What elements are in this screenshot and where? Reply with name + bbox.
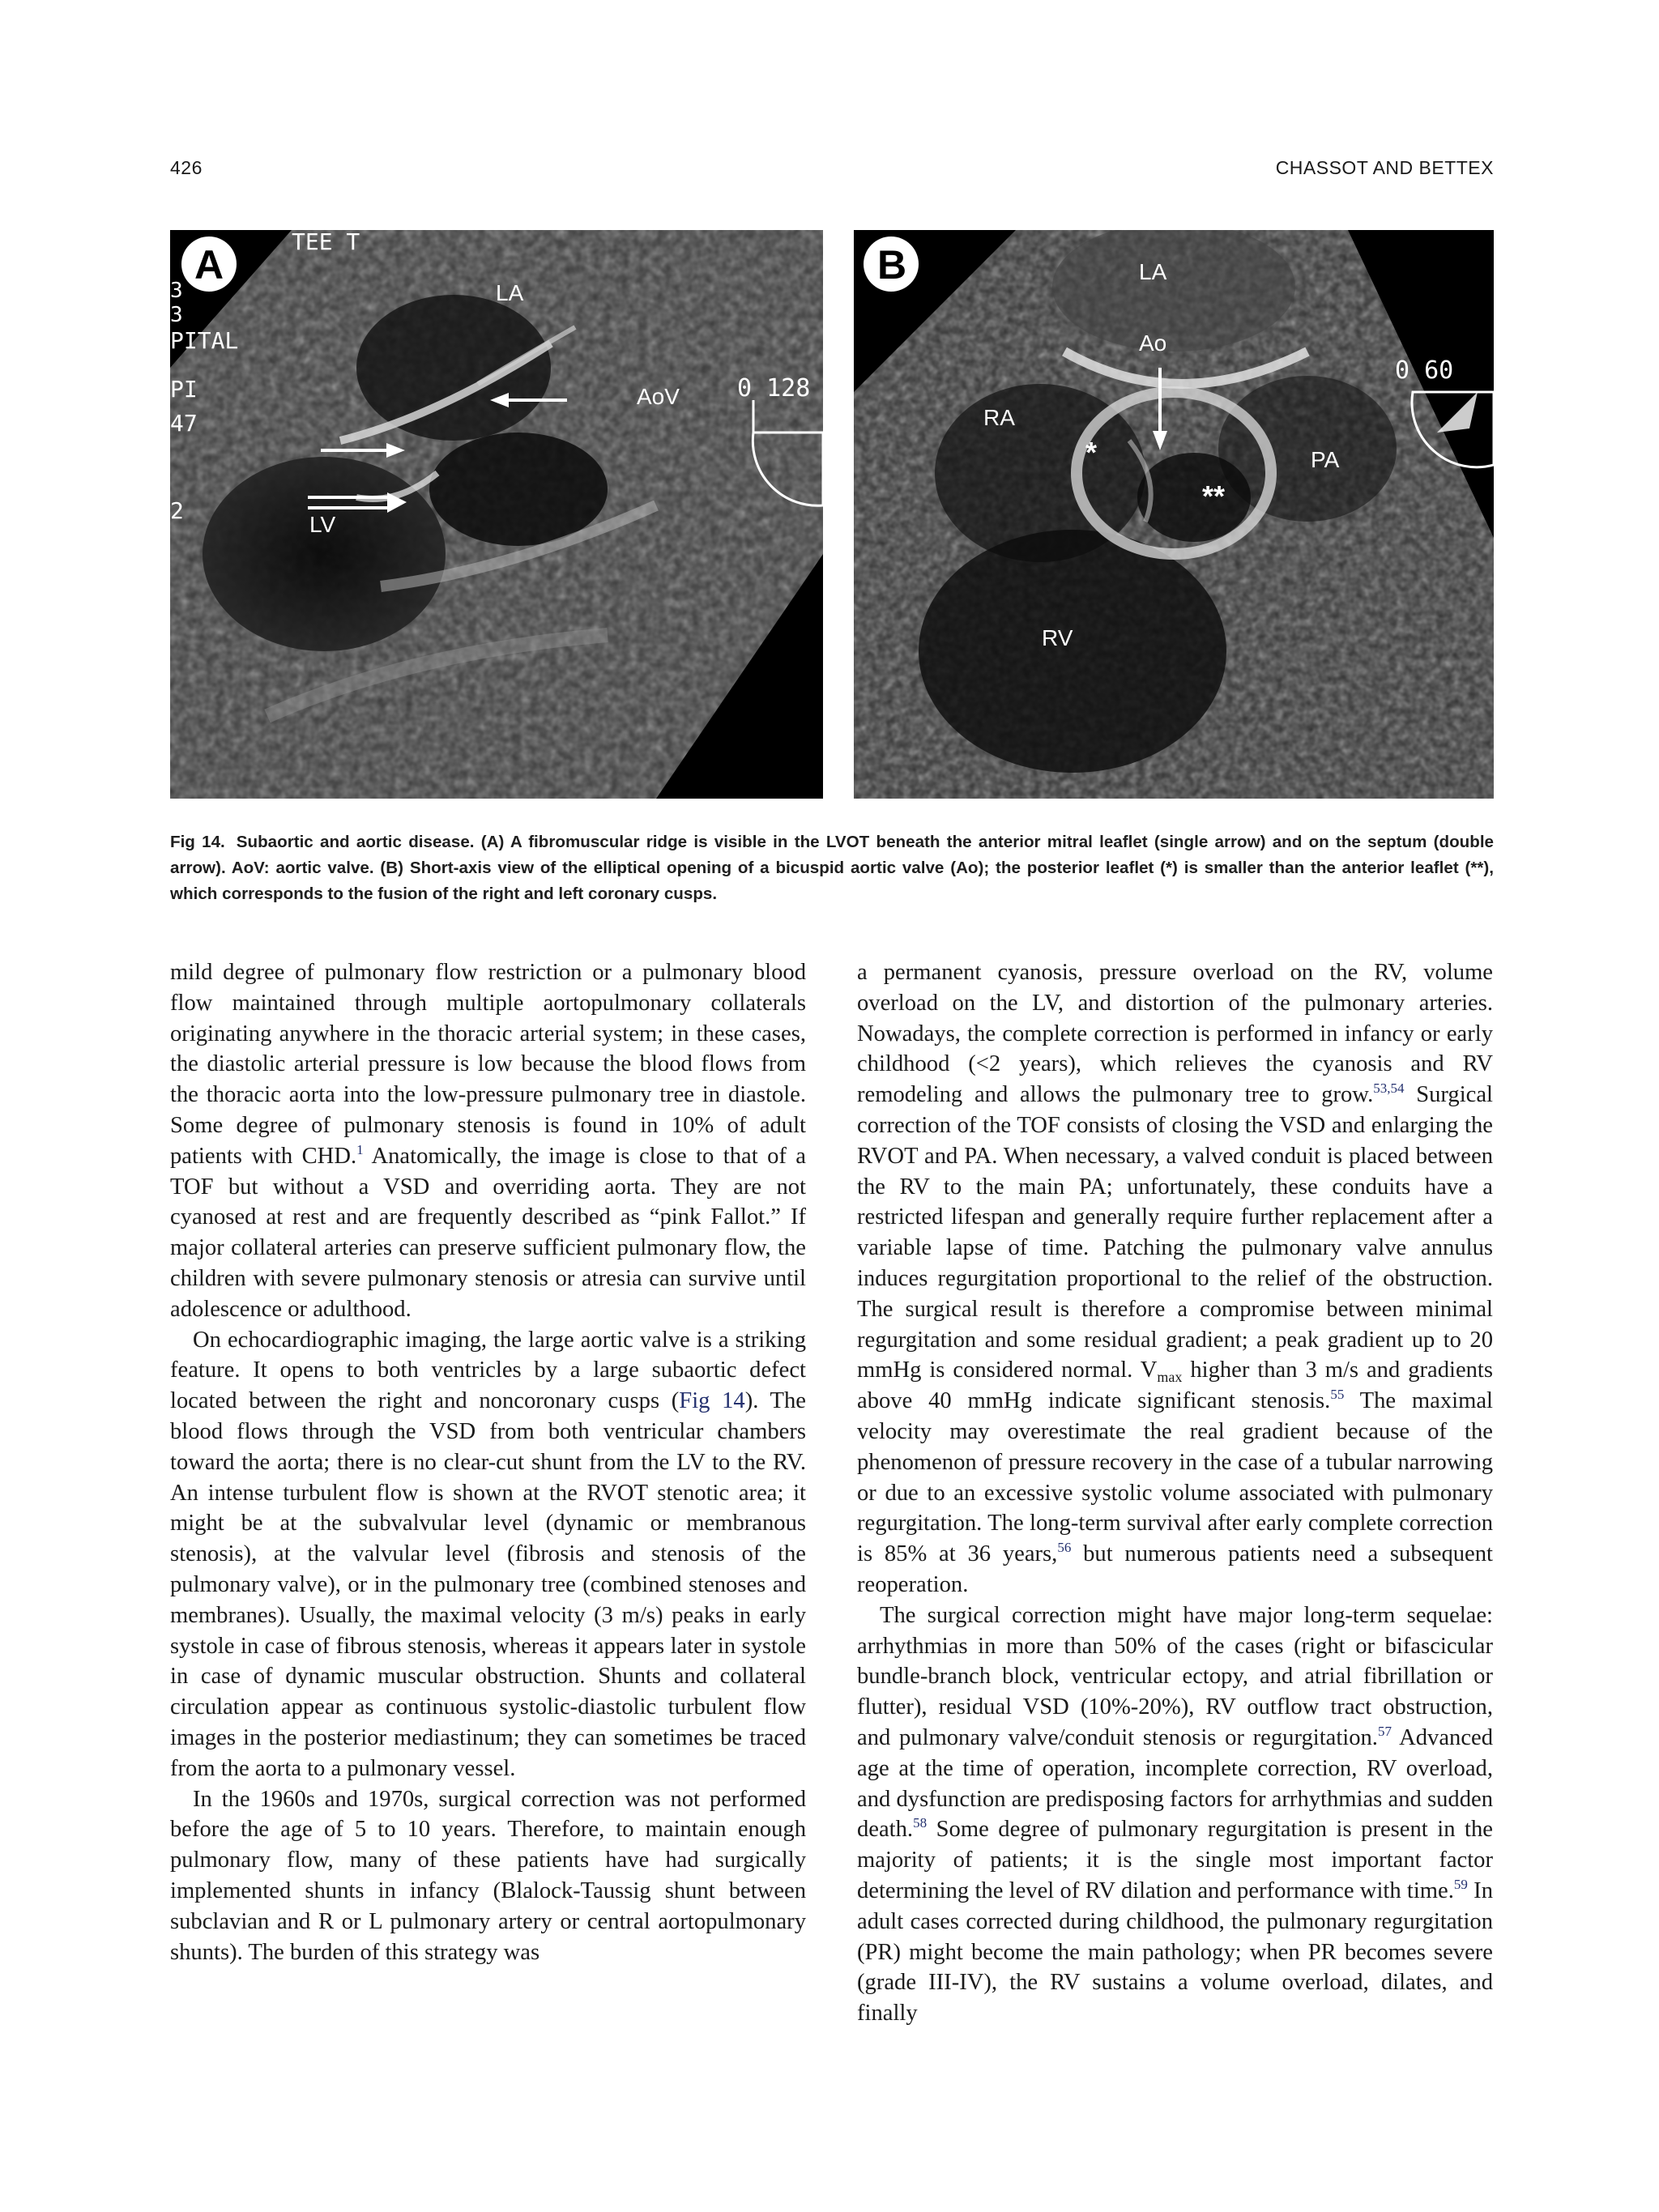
figure-panel-b (854, 230, 1494, 799)
body-column-right (857, 957, 1493, 2029)
subscript: max (1157, 1369, 1183, 1386)
paragraph: a permanent cyanosis, pressure overload on the RV, volume overload on the LV, and distortion of the pulmonary arteries. Nowadays, the complete correction is performed in infancy or early childhood (<2 years), which relieves the cyanosis and RV remodeling and allows the pulmonary tree to grow.$^{53,54}$ Surgical correction of the TOF consists of closing the VSD and enlarging the RVOT and PA. When necessary, a valved conduit is placed between the RV to the main PA; unfortunately, these conduits have a restricted lifespan and generally require further replacement after a variable lapse of time. Patching the pulmonary valve annulus induces regurgitation proportional to the relief of the obstruction. The surgical result is therefore a compromise between minimal regurgitation and some residual gradient; a peak gradient up to 20 mmHg is considered normal. $V_{max}$ higher than 3 m/s and gradients above 40 mmHg indicate significant stenosis.$^{55}$ The maximal velocity may overestimate the real gradient because of the phenomenon of pressure recovery in the case of a tubular narrowing or due to an excessive systolic volume associated with pulmonary regurgitation. The long-term survival after early complete correction is 85% at 36 years,$^{56}$ but numerous patients need a subsequent reoperation. (857, 960, 1494, 1597)
panel-a-overlay-5: PI (170, 376, 198, 403)
caption-text: Subaortic and aortic disease. (A) A fibromuscular ridge is visible in the LVOT beneath the anterior mitral leaflet (single arrow) and on the septum (double arrow). AoV: aortic valve. (B) Short-axis view of the elliptical opening of a bicuspid aortic valve (Ao); the posterior leaflet (*) is smaller than the anterior leaflet (**), which corresponds to the fusion of the right and left coronary cusps. (170, 833, 1494, 903)
reference-link[interactable]: 55 (1330, 1387, 1345, 1403)
reference-link[interactable]: 1 (356, 1141, 364, 1157)
label-pa: PA (1311, 447, 1340, 472)
label-rv: RV (1042, 625, 1073, 650)
echo-image-a (170, 230, 823, 799)
panel-a-overlay-4: PITAL (170, 327, 239, 354)
label-lv: LV (309, 512, 336, 537)
paragraph: The surgical correction might have major long-term sequelae: arrhythmias in more than 50% of the cases (right or bifascicular bundle-branch block, ventricular ectopy, and atrial fibrillation or flutter), residual VSD (10%-20%), RV outflow tract obstruction, and pulmonary valve/conduit stenosis or regurgitation.$^{57}$ Advanced age at the time of operation, incomplete correction, RV overload, and dysfunction are predisposing factors for arrhythmias and sudden death.$^{58}$ Some degree of pulmonary regurgitation is present in the majority of patients; it is the single most important factor determining the level of RV dilation and performance with time.$^{59}$ In adult cases corrected during childhood, the pulmonary regurgitation (PR) might become the main pathology; when PR becomes severe (grade III-IV), the RV sustains a volume overload, dilates, and finally (857, 1602, 1493, 2027)
label-la-a: LA (496, 280, 524, 305)
panel-letter-a-circle (181, 237, 237, 292)
reference-link[interactable]: 53,54 (1373, 1080, 1405, 1097)
panel-a-angle: 0 128 (737, 374, 811, 403)
panel-a-overlay-7: 2 (170, 497, 184, 524)
panel-a-overlay-1: TEE T (292, 228, 360, 255)
running-header (170, 157, 1494, 181)
running-head: CHASSOT AND BETTEX (1275, 157, 1494, 178)
label-aov: AoV (637, 384, 680, 409)
panel-b-letter: B (877, 242, 907, 288)
panel-letter-b-circle (864, 237, 919, 292)
reference-link[interactable]: 57 (1377, 1723, 1392, 1739)
paragraph: On echocardiographic imaging, the large aortic valve is a striking feature. It opens to both ventricles by a large subaortic defect located between the right and noncoronary cusps (Fig 14). The blood flows through the VSD from both ventricular chambers toward the aorta; there is no clear-cut shunt from the LV to the RV. An intense turbulent flow is shown at the RVOT stenotic area; it might be at the subvalvular level (dynamic or membranous stenosis), at the valvular level (fibrosis and stenosis of the pulmonary valve), or in the pulmonary tree (combined stenoses and membranes). Usually, the maximal velocity (3 m/s) peaks in early systole in case of fibrous stenosis, whereas it appears later in systole in case of dynamic muscular obstruction. Shunts and collateral circulation appear as continuous systolic-diastolic turbulent flow images in the posterior mediastinum; they can sometimes be traced from the aorta to a pulmonary vessel. (170, 1327, 806, 1781)
label-la-b: LA (1139, 259, 1167, 284)
echo-image-b (854, 230, 1494, 799)
body-column-left (170, 957, 806, 1967)
panel-a-overlay-6: 47 (170, 410, 198, 437)
label-star-posterior: * (1085, 436, 1098, 469)
label-ra: RA (983, 405, 1015, 430)
paragraph: mild degree of pulmonary flow restriction or a pulmonary blood flow maintained through multiple aortopulmonary collaterals originating anywhere in the thoracic arterial system; in these cases, the diastolic arterial pressure is low because the blood flows from the thoracic aorta into the low-pressure pulmonary tree in diastole. Some degree of pulmonary stenosis is found in 10% of adult patients with CHD.$^1$ Anatomically, the image is close to that of a TOF but without a VSD and overriding aorta. They are not cyanosed at rest and are frequently described as “pink Fallot.” If major collateral arteries can preserve sufficient pulmonary flow, the children with severe pulmonary stenosis or atresia can survive until adolescence or adulthood. (170, 960, 806, 1322)
panel-a-overlay-2: 3 (170, 279, 183, 303)
reference-link[interactable]: 56 (1057, 1540, 1072, 1556)
caption-label: Fig 14. (170, 833, 225, 851)
figure-caption (170, 829, 1494, 907)
panel-b-angle: 0 60 (1395, 356, 1454, 385)
figure-link[interactable]: Fig 14 (679, 1388, 745, 1414)
label-star-anterior: ** (1202, 479, 1226, 513)
paragraph: In the 1960s and 1970s, surgical correction was not performed before the age of 5 to 10 years. Therefore, to maintain enough pulmonary flow, many of these patients have had surgically implemented shunts in infancy (Blalock-Taussig shunt between subclavian and R or L pulmonary artery or central aortopulmonary shunts). The burden of this strategy was (170, 1786, 806, 1965)
page-number: 426 (170, 157, 203, 178)
reference-link[interactable]: 58 (913, 1815, 928, 1831)
reference-link[interactable]: 59 (1453, 1876, 1468, 1892)
panel-a-letter: A (194, 242, 224, 288)
label-ao: Ao (1139, 330, 1167, 356)
panel-a-overlay-3: 3 (170, 303, 183, 327)
figure-panel-a (170, 230, 823, 799)
